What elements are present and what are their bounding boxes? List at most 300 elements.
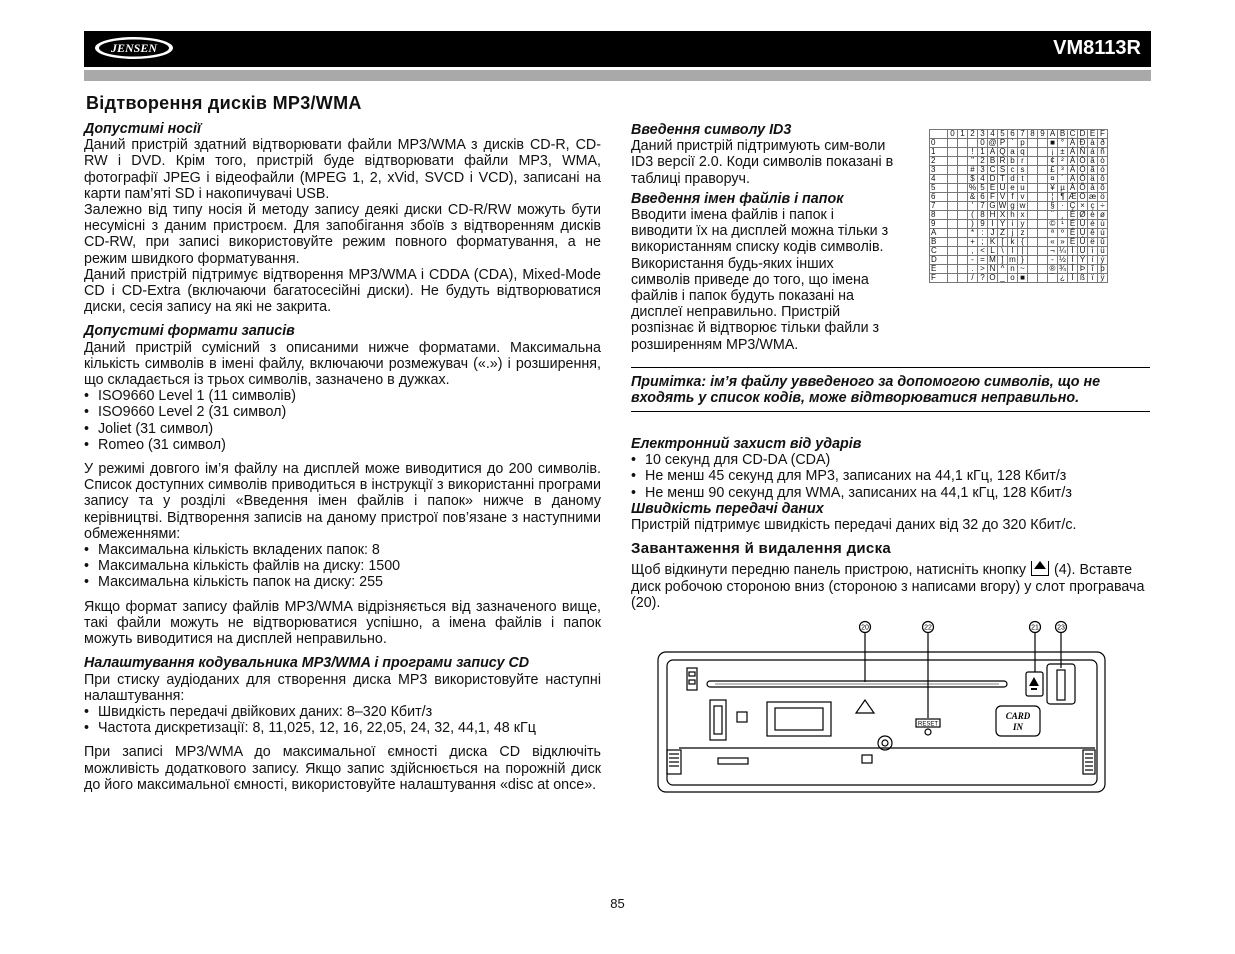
table-cell: g: [1008, 202, 1018, 211]
table-row-header: 5: [930, 184, 948, 193]
table-row-header: E: [930, 265, 948, 274]
right-lower-section: [631, 436, 1150, 611]
table-cell: [948, 220, 958, 229]
table-cell: ¼: [1059, 246, 1066, 255]
table-cell: \: [998, 247, 1008, 256]
media-paragraph-2: Залежно від типу носія й методу запису деякі диски CD-R/RW можуть бути несумісні з даним пристроєм. Для запобігання збоїв з відтворенням дисків CD-RW, при записі використовуйте режим повного форматування, а не режим швидкого форматування.: [84, 202, 601, 267]
table-cell: [958, 211, 968, 220]
table-cell: ã: [1088, 166, 1098, 175]
table-cell: ï: [1088, 274, 1098, 283]
table-cell: ß: [1078, 274, 1088, 283]
table-cell: [948, 229, 958, 238]
table-cell: (: [968, 211, 978, 220]
table-cell: ü: [1098, 247, 1108, 256]
table-cell: å: [1088, 184, 1098, 193]
table-cell: ø: [1098, 211, 1108, 220]
table-cell: w: [1018, 202, 1028, 211]
table-cell: [1038, 175, 1048, 184]
table-cell: Q: [999, 147, 1006, 156]
table-cell: ■: [1048, 139, 1058, 148]
eject-icon: [1031, 561, 1049, 576]
table-cell: ê: [1088, 229, 1098, 238]
table-cell: -: [968, 256, 978, 265]
list-item: • Не менш 45 секунд для MP3, записаних на 44,1 кГц, 128 Кбит/з: [631, 468, 1150, 484]
list-item: • Не менш 90 секунд для WMA, записаних на 44,1 кГц, 128 Кбит/з: [631, 485, 1150, 501]
table-cell: ¢: [1048, 157, 1058, 166]
table-cell: 0: [978, 139, 988, 148]
table-cell: 6: [978, 193, 988, 202]
table-cell: ¥: [1048, 184, 1058, 193]
table-cell: Ï: [1068, 274, 1078, 283]
table-cell: [1028, 193, 1038, 202]
eject-button-icon: [1029, 677, 1039, 686]
table-cell: L: [988, 247, 998, 256]
table-cell: Ô: [1079, 174, 1086, 183]
table-cell: [948, 247, 958, 256]
table-cell: f: [1008, 193, 1018, 202]
table-cell: [1028, 247, 1038, 256]
table-cell: K: [988, 238, 998, 247]
table-cell: m: [1009, 255, 1016, 264]
table-cell: d: [1008, 175, 1018, 184]
table-cell: [958, 274, 968, 283]
table-column-header: 2: [968, 130, 978, 139]
table-cell: þ: [1098, 265, 1108, 274]
table-cell: Í: [1068, 256, 1078, 265]
table-column-header: 0: [948, 130, 958, 139]
table-cell: è: [1088, 211, 1098, 220]
encoder-heading: Налаштування кодувальника MP3/WMA і програми запису CD: [84, 655, 530, 672]
table-cell: ■: [1018, 274, 1028, 283]
list-item: • Швидкість передачі двійкових даних: 8–320 Кбит/з: [84, 704, 601, 720]
list-item: • ISO9660 Level 1 (11 символів): [84, 388, 601, 404]
table-cell: [958, 247, 968, 256]
table-cell: {: [1018, 238, 1028, 247]
table-cell: A: [988, 148, 998, 157]
table-cell: !: [968, 148, 978, 157]
page-number: 85: [610, 896, 625, 911]
list-item: • Joliet (31 символ): [84, 421, 601, 437]
table-cell: [1028, 220, 1038, 229]
rate-paragraph: Пристрій підтримує швидкість передачі даних від 32 до 320 Кбит/с.: [631, 517, 1077, 534]
table-cell: ,: [968, 247, 978, 256]
table-row-header: 9: [930, 220, 948, 229]
table-cell: `: [1008, 139, 1018, 148]
table-cell: B: [988, 157, 998, 166]
multisession-paragraph: При записі MP3/WMA до максимальної ємності диска CD відключіть можливість додаткового запису. Якщо запис здійснюється на порожній диск до його максимальної ємності, використовуйте налаштування «disc at once».: [84, 744, 601, 793]
table-cell: 9: [978, 220, 988, 229]
table-row-header: 1: [930, 148, 948, 157]
table-cell: ;: [978, 238, 988, 247]
table-cell: [1038, 139, 1048, 148]
jensen-logo-icon: [94, 36, 174, 60]
table-column-header: A: [1048, 130, 1058, 139]
table-cell: [958, 166, 968, 175]
table-cell: µ: [1058, 184, 1068, 193]
load-heading: Завантаження й видалення диска: [631, 540, 892, 558]
table-cell: [1038, 157, 1048, 166]
table-cell: ë: [1088, 238, 1098, 247]
table-cell: }: [1018, 256, 1028, 265]
table-cell: T: [998, 175, 1008, 184]
header-bar: [84, 31, 1151, 67]
table-cell: ¨: [1048, 211, 1058, 220]
list-item: • Максимальна кількість файлів на диску: 1500: [84, 558, 601, 574]
table-cell: W: [998, 201, 1007, 210]
table-cell: [1028, 184, 1038, 193]
table-cell: ¯: [1048, 274, 1058, 283]
table-cell: [1038, 238, 1048, 247]
table-cell: :: [978, 229, 988, 238]
table-cell: [958, 265, 968, 274]
table-cell: «: [1048, 238, 1058, 247]
load-text-a: Щоб відкинути передню панель пристрою, натисніть кнопку: [631, 562, 1027, 579]
table-cell: ¤: [1048, 175, 1058, 184]
table-cell: [1038, 220, 1048, 229]
note-rule-bottom: [631, 411, 1150, 412]
table-cell: j: [1008, 229, 1018, 238]
table-cell: ö: [1098, 193, 1108, 202]
table-column-header: 5: [998, 130, 1008, 139]
table-cell: x: [1018, 211, 1028, 220]
table-cell: -: [1048, 256, 1058, 265]
table-cell: í: [1088, 256, 1098, 265]
table-cell: £: [1048, 166, 1058, 175]
table-cell: Ü: [1078, 247, 1088, 256]
names-paragraph: Вводити імена файлів і папок і виводити їх на дисплей можна тільки з використанням списку кодів символів. Використання будь-яких інших символів приведе до того, що імена файлів і папок будуть показані на дисплеї неправильно. Пристрій розпізнає й відтворює тільки файли з розширенням MP3/WMA.: [631, 207, 889, 353]
table-cell: [1038, 184, 1048, 193]
table-cell: |: [1018, 247, 1028, 256]
limits-list: [84, 542, 601, 591]
table-cell: [1038, 265, 1048, 274]
table-cell: Ç: [1068, 202, 1078, 211]
table-cell: Ñ: [1078, 148, 1088, 157]
table-column-header: E: [1088, 130, 1098, 139]
table-cell: Î: [1068, 265, 1078, 274]
table-cell: *: [968, 229, 978, 238]
table-cell: [1028, 274, 1038, 283]
table-cell: s: [1018, 166, 1028, 175]
table-cell: ´: [1058, 175, 1068, 184]
table-cell: Þ: [1078, 265, 1088, 274]
table-cell: Å: [1068, 184, 1078, 193]
table-column-header: 9: [1038, 130, 1048, 139]
table-cell: ô: [1098, 175, 1108, 184]
table-cell: [958, 175, 968, 184]
table-cell: ò: [1098, 157, 1108, 166]
table-cell: e: [1008, 184, 1018, 193]
table-cell: [948, 175, 958, 184]
table-cell: Ì: [1068, 247, 1078, 256]
list-item: • Romeo (31 символ): [84, 437, 601, 453]
table-cell: ·: [1058, 202, 1068, 211]
table-cell: [948, 184, 958, 193]
list-item: • ISO9660 Level 2 (31 символ): [84, 404, 601, 420]
table-cell: [1038, 193, 1048, 202]
table-cell: [958, 184, 968, 193]
table-cell: 8: [978, 211, 988, 220]
table-cell: _: [998, 274, 1008, 283]
table-cell: ç: [1088, 202, 1098, 211]
shock-list: [631, 452, 1150, 501]
table-cell: k: [1008, 238, 1018, 247]
table-cell: [1038, 247, 1048, 256]
table-cell: i: [1008, 220, 1018, 229]
table-cell: ª: [1048, 229, 1058, 238]
table-column-header: 1: [958, 130, 968, 139]
table-cell: â: [1088, 157, 1098, 166]
table-cell: q: [1018, 148, 1028, 157]
table-cell: [948, 148, 958, 157]
table-row-header: B: [930, 238, 948, 247]
table-cell: õ: [1098, 184, 1108, 193]
table-cell: h: [1008, 211, 1018, 220]
callout-21: 21: [1031, 624, 1039, 632]
table-cell: [1028, 139, 1038, 148]
table-cell: [1038, 211, 1048, 220]
table-cell: [1028, 157, 1038, 166]
table-cell: S: [998, 166, 1008, 175]
in-label: IN: [1012, 722, 1024, 732]
table-cell: E: [988, 184, 998, 193]
id3-paragraph: Даний пристрій підтримують сим-воли ID3 версії 2.0. Коди символів показані в таблиці праворуч.: [631, 138, 894, 187]
table-cell: p: [1018, 139, 1028, 148]
list-item: • Максимальна кількість вкладених папок: 8: [84, 542, 601, 558]
table-cell: Ý: [1078, 256, 1088, 265]
table-cell: [948, 274, 958, 283]
table-row: [930, 274, 1108, 283]
table-column-header: B: [1058, 130, 1068, 139]
encoder-paragraph: При стиску аудіоданих для створення диска MP3 використовуйте наступні налаштування:: [84, 671, 601, 704]
rate-heading: Швидкість передачі даних: [631, 500, 824, 517]
table-cell: [1028, 211, 1038, 220]
header-divider: [84, 70, 1151, 81]
table-cell: u: [1018, 184, 1028, 193]
table-cell: [1028, 238, 1038, 247]
table-cell: .: [968, 265, 978, 274]
table-row-header: D: [930, 256, 948, 265]
media-heading: Допустимі носії: [84, 121, 201, 137]
table-cell: [1028, 202, 1038, 211]
load-paragraph: [631, 561, 1150, 611]
table-cell: C: [988, 166, 998, 175]
table-cell: Â: [1068, 157, 1078, 166]
table-cell: [1038, 256, 1048, 265]
media-paragraph-3: Даний пристрій підтримує відтворення MP3/WMA і CDDA (CDA), Mixed-Mode CD і CD-Extra (включаючи багатосесійні диски). Не будуть відтворюватися диски, сесія запису на які не закрита.: [84, 266, 601, 316]
table-cell: Ö: [1079, 192, 1086, 201]
table-cell: M: [989, 255, 996, 264]
table-cell: R: [998, 157, 1008, 166]
table-cell: 4: [978, 175, 988, 184]
table-row-header: 7: [930, 202, 948, 211]
table-cell: ý: [1098, 256, 1108, 265]
table-cell: [1038, 229, 1048, 238]
character-code-table: [929, 129, 1108, 283]
table-cell: z: [1018, 229, 1028, 238]
table-cell: ^: [998, 265, 1008, 274]
table-cell: @: [988, 138, 997, 147]
table-cell: Ã: [1068, 166, 1078, 175]
table-cell: [1038, 202, 1048, 211]
formats-paragraph: Даний пристрій сумісний з описаними нижче форматами. Максимальна кількість символів в імені файлу, включаючи розмежувач («.») і розширення, що складається із трьох символів, зазначено в дужках.: [84, 339, 601, 389]
table-cell: û: [1098, 238, 1108, 247]
table-cell: ¿: [1058, 274, 1068, 283]
table-cell: D: [988, 175, 998, 184]
table-cell: À: [1068, 139, 1078, 148]
table-cell: §: [1048, 202, 1058, 211]
card-label: CARD: [1005, 711, 1031, 721]
table-cell: Ú: [1078, 229, 1088, 238]
reset-label: RESET: [917, 721, 939, 728]
table-cell: o: [1008, 274, 1018, 283]
table-cell: a: [1008, 148, 1018, 157]
table-cell: b: [1008, 157, 1018, 166]
table-cell: ÷: [1098, 202, 1108, 211]
table-cell: =: [978, 256, 988, 265]
names-heading: Введення імен файлів і папок: [631, 190, 844, 207]
table-cell: [1028, 265, 1038, 274]
table-cell: F: [988, 193, 998, 202]
table-cell: [1028, 166, 1038, 175]
table-row-header: 3: [930, 166, 948, 175]
table-cell: ?: [978, 274, 988, 283]
table-column-header: D: [1078, 130, 1088, 139]
left-column: [84, 121, 601, 793]
table-cell: ': [968, 202, 978, 211]
table-cell: X: [998, 211, 1008, 220]
table-cell: Ò: [1079, 156, 1086, 165]
list-item: • 10 секунд для CD-DA (CDA): [631, 452, 1150, 468]
table-cell: [948, 265, 958, 274]
table-cell: ©: [1048, 220, 1058, 229]
table-cell: Ø: [1079, 210, 1086, 219]
table-cell: ®: [1048, 265, 1058, 274]
table-cell: 3: [978, 166, 988, 175]
table-cell: +: [968, 238, 978, 247]
table-column-header: 4: [988, 130, 998, 139]
table-cell: [958, 229, 968, 238]
table-row-header: F: [930, 274, 948, 283]
table-cell: &: [968, 193, 978, 202]
table-cell: ²: [1058, 157, 1068, 166]
callout-22: 22: [924, 624, 932, 632]
table-cell: É: [1068, 220, 1078, 229]
table-cell: ½: [1059, 255, 1066, 264]
table-row-header: 2: [930, 157, 948, 166]
list-item: • Максимальна кількість папок на диску: 255: [84, 574, 601, 590]
table-cell: Ë: [1068, 238, 1078, 247]
table-cell: J: [988, 229, 998, 238]
table-cell: y: [1018, 220, 1028, 229]
table-cell: c: [1008, 166, 1018, 175]
table-cell: [958, 202, 968, 211]
formats-heading: Допустимі формати записів: [84, 323, 295, 340]
table-cell: [948, 211, 958, 220]
table-cell: [948, 202, 958, 211]
table-column-header: 3: [978, 130, 988, 139]
table-cell: Ä: [1068, 175, 1078, 184]
list-item: • Частота дискретизації: 8, 11,025, 12, 16, 22,05, 24, 32, 44,1, 48 кГц: [84, 720, 601, 736]
encoder-list: [84, 704, 601, 736]
table-cell: ]: [998, 256, 1008, 265]
table-cell: v: [1018, 193, 1028, 202]
table-cell: [1028, 175, 1038, 184]
table-column-header: C: [1068, 130, 1078, 139]
front-panel-diagram: [655, 620, 1110, 795]
model-name: VM8113R: [1053, 37, 1141, 59]
table-cell: Z: [998, 229, 1008, 238]
table-cell: #: [968, 166, 978, 175]
table-cell: [1028, 256, 1038, 265]
table-cell: °: [1058, 139, 1068, 148]
table-cell: $: [968, 175, 978, 184]
table-column-header: 6: [1008, 130, 1018, 139]
table-cell: r: [1018, 157, 1028, 166]
table-cell: Ó: [1079, 165, 1086, 174]
table-cell: [958, 238, 968, 247]
id3-heading: Введення символу ID3: [631, 122, 792, 138]
table-row-header: 8: [930, 211, 948, 220]
table-cell: [958, 220, 968, 229]
table-cell: Û: [1078, 238, 1088, 247]
table-cell: [1028, 148, 1038, 157]
table-cell: n: [1008, 265, 1018, 274]
table-cell: ¾: [1059, 264, 1066, 273]
formats-list: [84, 388, 601, 453]
table-cell: ": [968, 157, 978, 166]
callout-20: 20: [861, 624, 869, 632]
table-cell: [948, 157, 958, 166]
table-cell: Y: [998, 220, 1008, 229]
id3-section: [631, 122, 896, 353]
table-cell: [1028, 229, 1038, 238]
table-cell: Ê: [1068, 229, 1078, 238]
callout-23: 23: [1057, 624, 1065, 632]
table-cell: G: [989, 201, 996, 210]
table-cell: Ù: [1078, 220, 1088, 229]
table-cell: ×: [1078, 202, 1088, 211]
table-cell: »: [1058, 238, 1068, 247]
table-cell: [958, 193, 968, 202]
shock-heading: Електронний захист від ударів: [631, 436, 862, 452]
table-cell: [1038, 148, 1048, 157]
table-cell: ¸: [1058, 211, 1068, 220]
table-cell: ð: [1098, 139, 1108, 148]
table-cell: ¶: [1058, 193, 1068, 202]
table-cell: [948, 193, 958, 202]
table-column-header: 7: [1018, 130, 1028, 139]
table-cell: ì: [1088, 247, 1098, 256]
table-cell: [958, 157, 968, 166]
table-cell: ~: [1018, 265, 1028, 274]
table-cell: [948, 166, 958, 175]
table-cell: ù: [1098, 220, 1108, 229]
table-cell: [: [998, 238, 1008, 247]
table-cell: Ð: [1078, 139, 1088, 148]
table-cell: ÿ: [1098, 274, 1108, 283]
table-cell: È: [1068, 211, 1078, 220]
table-cell: [948, 238, 958, 247]
mismatch-paragraph: Якщо формат запису файлів MP3/WMA відрізняється від зазначеного вище, такі файли можуть не відтворюватися успішно, а імена файлів і папок можуть виводитися на дисплей неправильно.: [84, 598, 601, 648]
table-cell: æ: [1088, 192, 1097, 201]
table-cell: î: [1088, 265, 1098, 274]
table-cell: 2: [978, 157, 988, 166]
table-row-header: 4: [930, 175, 948, 184]
table-cell: /: [968, 274, 978, 283]
table-cell: ³: [1058, 166, 1068, 175]
table-cell: O: [989, 273, 996, 282]
table-cell: à: [1088, 139, 1098, 148]
